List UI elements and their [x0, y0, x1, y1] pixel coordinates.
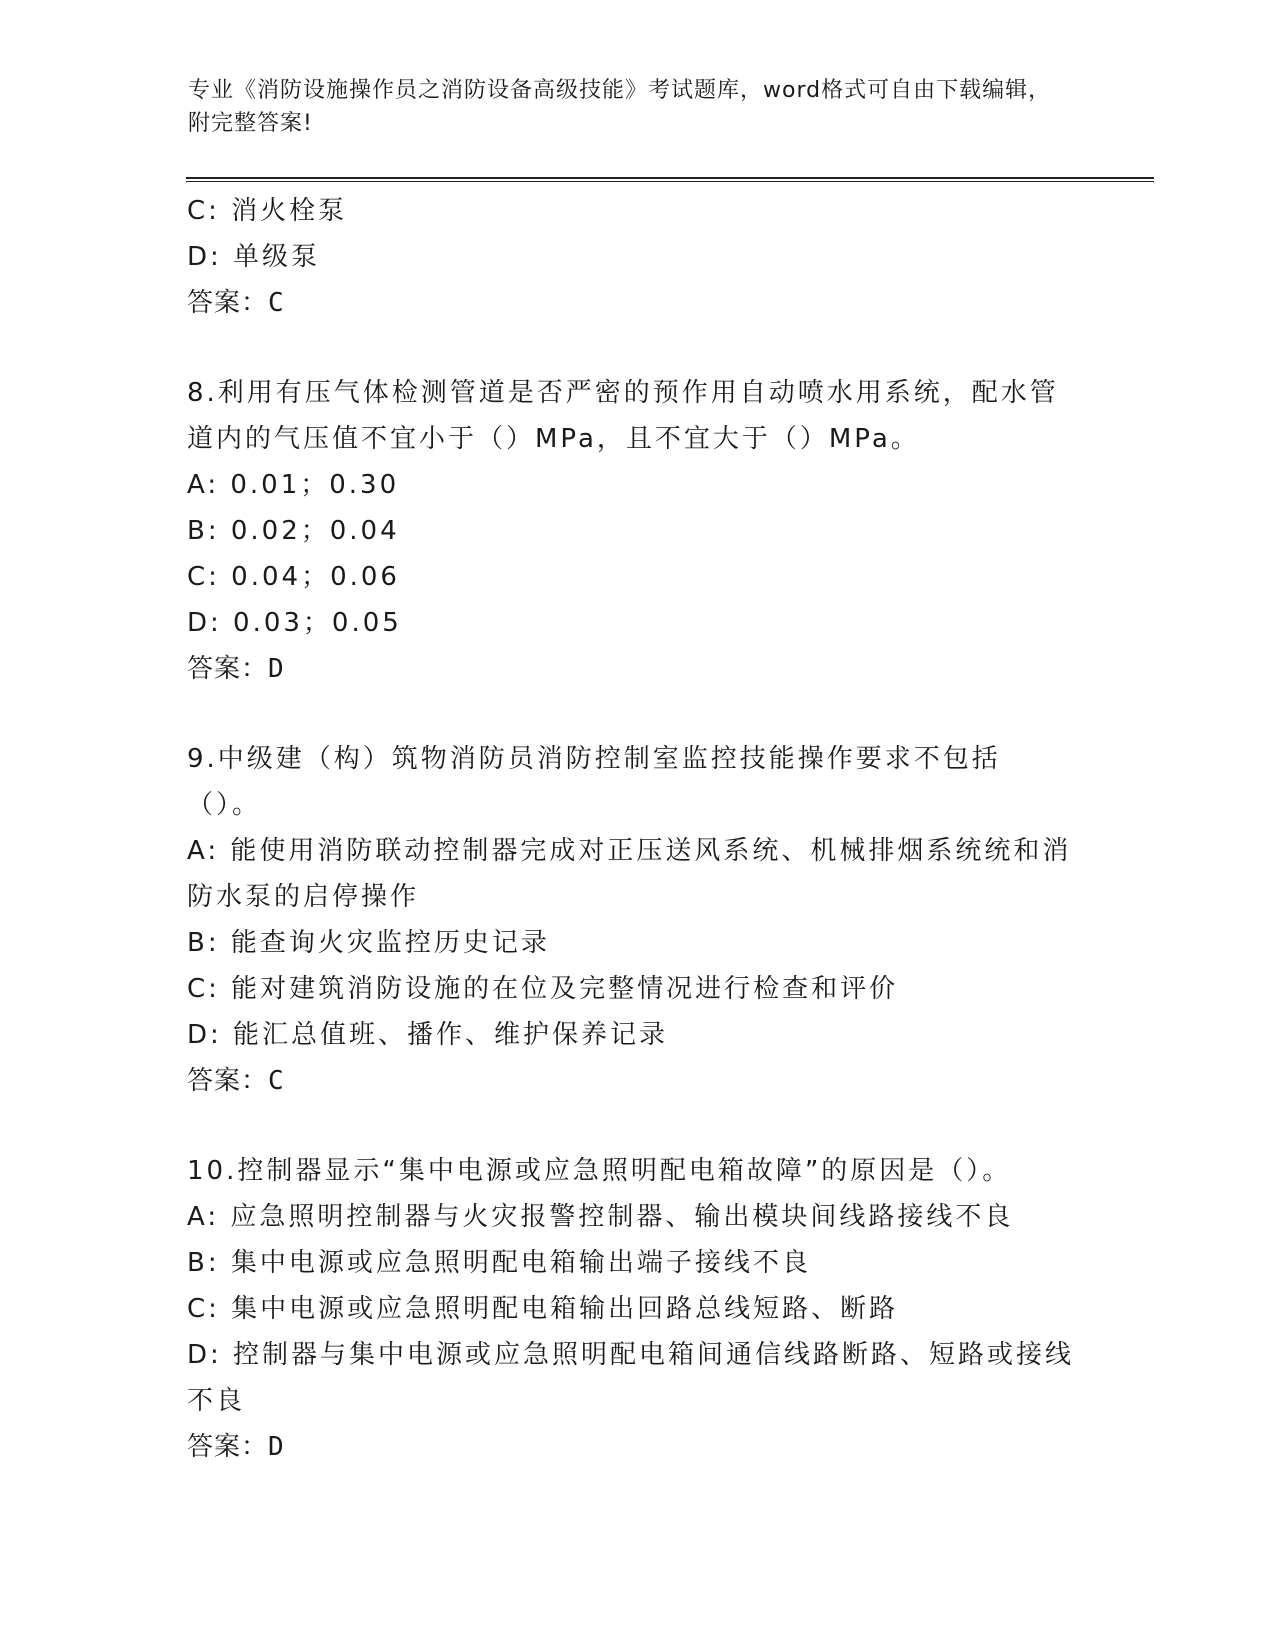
option-b: B: 集中电源或应急照明配电箱输出端子接线不良	[187, 1248, 811, 1278]
header-divider-thick	[186, 177, 1154, 179]
document-header: 专业《消防设施操作员之消防设备高级技能》考试题库，word格式可自由下载编辑，附完整答案!	[188, 78, 1052, 136]
question-stem: 10.控制器显示“集中电源或应急照明配电箱故障”的原因是（）。	[187, 1156, 1012, 1186]
option-a: A: 应急照明控制器与火灾报警控制器、输出模块间线路接线不良	[187, 1202, 1014, 1232]
option-c: C: 集中电源或应急照明配电箱输出回路总线短路、断路	[187, 1294, 899, 1324]
question-9	[187, 736, 1087, 1104]
question-stem: 9.中级建（构）筑物消防员消防控制室监控技能操作要求不包括（）。	[187, 744, 1001, 820]
option-c: C: 能对建筑消防设施的在位及完整情况进行检查和评价	[187, 974, 899, 1004]
answer-line: 答案：D	[187, 1432, 285, 1462]
option-d: D: 控制器与集中电源或应急照明配电箱间通信线路断路、短路或接线不良	[187, 1340, 1075, 1416]
question-stem: 8.利用有压气体检测管道是否严密的预作用自动喷水用系统，配水管道内的气压值不宜小于（）MPa，且不宜大于（）MPa。	[187, 378, 1059, 454]
option-b: B: 0.02；0.04	[187, 516, 400, 546]
option-a: A: 能使用消防联动控制器完成对正压送风系统、机械排烟系统统和消防水泵的启停操作	[187, 836, 1072, 912]
option-c: C: 消火栓泵	[187, 196, 348, 226]
question-list	[187, 188, 1087, 1470]
option-c: C: 0.04；0.06	[187, 562, 400, 592]
option-d: D: 单级泵	[187, 242, 321, 272]
question-8	[187, 370, 1087, 692]
option-b: B: 能查询火灾监控历史记录	[187, 928, 550, 958]
option-a: A: 0.01；0.30	[187, 470, 400, 500]
answer-line: 答案：C	[187, 1066, 285, 1096]
option-d: D: 能汇总值班、播作、维护保养记录	[187, 1020, 669, 1050]
partial-question	[187, 188, 1087, 326]
answer-line: 答案：C	[187, 288, 285, 318]
question-10	[187, 1148, 1087, 1470]
answer-line: 答案：D	[187, 654, 285, 684]
option-d: D: 0.03；0.05	[187, 608, 402, 638]
header-divider-thin	[186, 181, 1154, 182]
